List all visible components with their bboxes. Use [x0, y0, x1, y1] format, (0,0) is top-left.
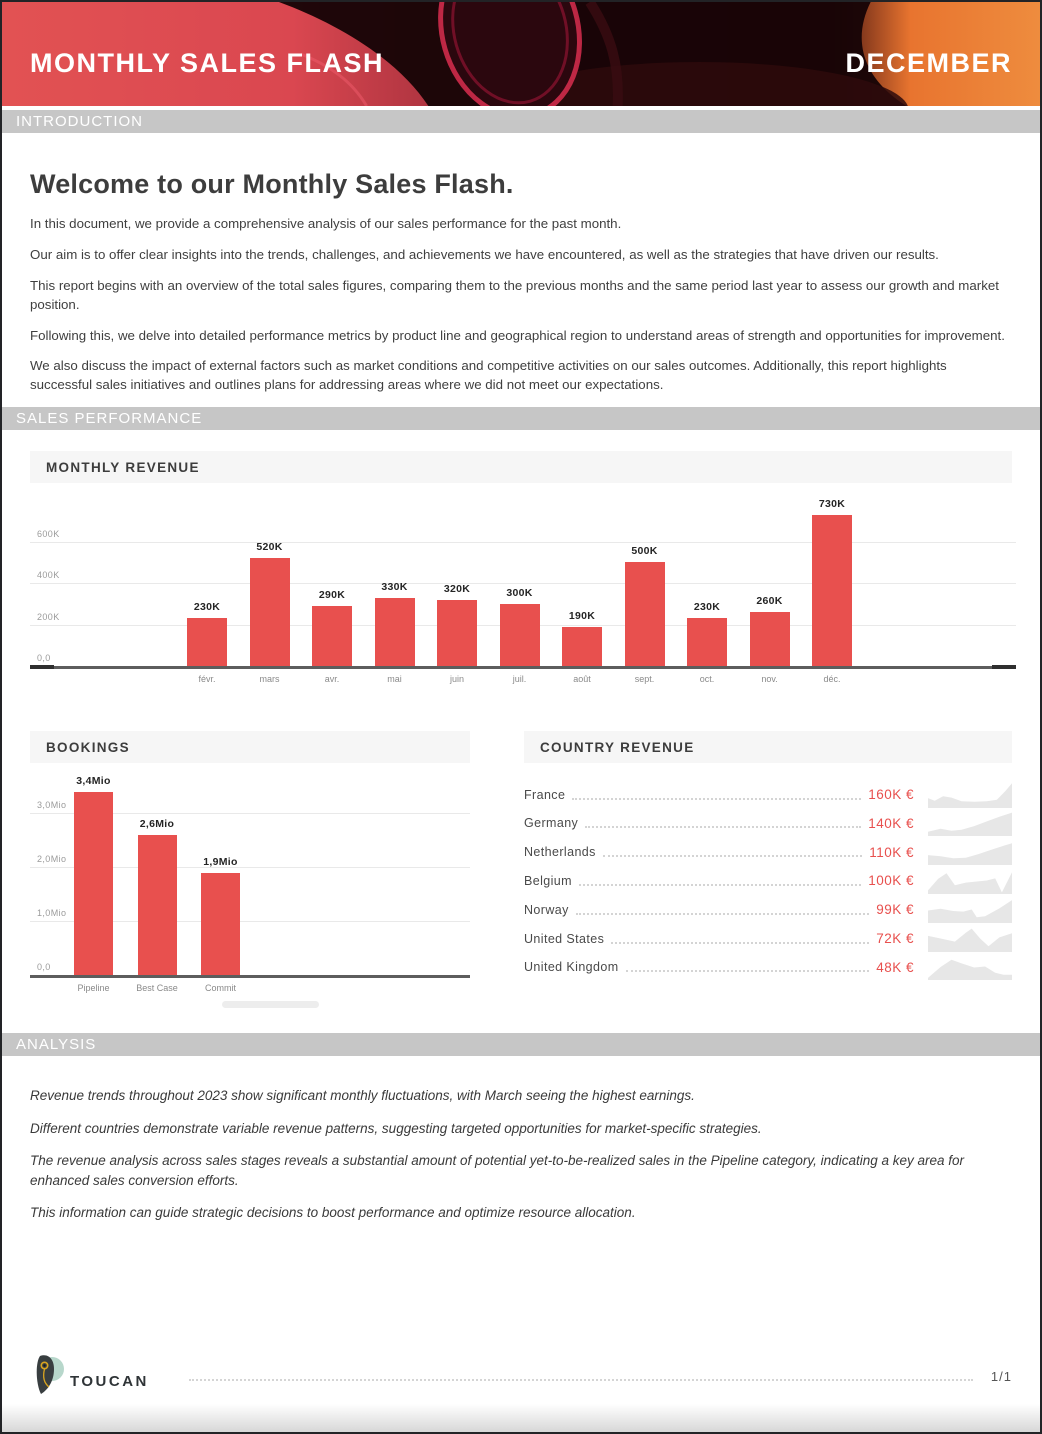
dotted-leader	[585, 826, 861, 828]
gridline	[30, 542, 1016, 543]
revenue-bar	[74, 792, 113, 976]
bar-value-label: 730K	[818, 497, 846, 510]
revenue-bar	[138, 835, 177, 975]
section-header-analysis: ANALYSIS	[2, 1033, 1040, 1056]
country-revenue-value: 160K €	[868, 787, 914, 803]
bookings-card	[30, 731, 470, 1008]
revenue-bar	[250, 558, 290, 666]
country-row	[524, 953, 1012, 982]
bar-value-label: 230K	[193, 601, 221, 614]
x-axis-label: Best Case	[136, 983, 178, 994]
document-title: MONTHLY SALES FLASH	[30, 47, 385, 78]
header-banner	[2, 2, 1040, 106]
country-revenue-value: 100K €	[868, 873, 914, 889]
x-axis-label: févr.	[198, 674, 216, 685]
welcome-heading: Welcome to our Monthly Sales Flash.	[30, 169, 514, 199]
x-axis-label: juin	[449, 674, 465, 685]
revenue-bar	[500, 604, 540, 666]
country-revenue-value: 48K €	[876, 959, 914, 975]
x-axis-label: juil.	[512, 674, 527, 685]
country-revenue-value: 72K €	[876, 931, 914, 946]
bar-value-label: 190K	[568, 609, 596, 622]
bar-value-label: 1,9Mio	[203, 855, 238, 868]
sparkline-chart	[928, 897, 1012, 923]
axis-cap-left	[30, 665, 54, 669]
introduction-section	[2, 169, 1040, 395]
sparkline-svg	[928, 839, 1012, 865]
section-header-introduction: INTRODUCTION	[2, 110, 1040, 133]
y-axis-tick-label: 0,0	[37, 653, 51, 664]
x-axis-label: avr.	[324, 674, 340, 685]
country-name: France	[524, 787, 566, 802]
bar-value-label: 260K	[756, 595, 783, 608]
bookings-bar-chart	[30, 763, 470, 995]
analysis-paragraph: Different countries demonstrate variable revenue patterns, suggesting targeted opportunities for market-specific strategies.	[30, 1120, 762, 1136]
y-axis-tick-label: 3,0Mio	[37, 800, 67, 811]
x-axis-label: sept.	[634, 674, 655, 685]
sparkline-svg	[928, 954, 1012, 980]
revenue-bar	[812, 515, 852, 666]
sparkline-chart	[928, 926, 1012, 952]
dotted-leader	[603, 855, 862, 857]
monthly-revenue-card	[30, 451, 1012, 708]
bar-value-label: 520K	[256, 541, 283, 554]
revenue-bar	[437, 600, 477, 666]
bar-value-label: 230K	[693, 601, 721, 614]
x-axis-label: nov.	[761, 674, 778, 685]
bottom-fade	[2, 1404, 1040, 1432]
country-row	[524, 895, 1012, 924]
intro-paragraph: This report begins with an overview of the total sales figures, comparing them to the previous months and the same period last year to assess our growth and market position.	[30, 277, 999, 312]
analysis-section	[2, 1086, 1040, 1223]
brand-logo	[30, 1354, 149, 1396]
revenue-bar	[375, 598, 415, 666]
report-period: DECEMBER	[845, 47, 1012, 78]
country-revenue-value: 99K €	[876, 902, 914, 918]
x-axis-line	[30, 975, 470, 978]
country-name: Norway	[524, 902, 569, 917]
intro-paragraph: We also discuss the impact of external factors such as market conditions and competitive activities on our sales outcomes. Additionally, this report highlights successful sales initiatives and outlines plans for addressing areas where we did not meet our expectations.	[30, 358, 947, 393]
y-axis-tick-label: 400K	[37, 570, 60, 581]
revenue-bar	[687, 618, 727, 666]
toucan-icon	[30, 1354, 66, 1396]
horizontal-scrollbar[interactable]	[222, 1001, 319, 1008]
country-name: Netherlands	[524, 845, 596, 860]
country-name: Germany	[524, 816, 579, 831]
y-axis-tick-label: 2,0Mio	[37, 854, 67, 865]
revenue-bar	[201, 873, 240, 976]
bar-value-label: 330K	[381, 580, 408, 593]
bar-value-label: 290K	[318, 588, 346, 601]
country-revenue-value: 140K €	[868, 815, 914, 831]
page-number: 1/1	[990, 1368, 1012, 1384]
analysis-paragraph: Revenue trends throughout 2023 show significant monthly fluctuations, with March seeing the highest earnings.	[30, 1088, 695, 1104]
y-axis-tick-label: 1,0Mio	[37, 908, 67, 919]
analysis-paragraph: The revenue analysis across sales stages reveals a substantial amount of potential yet-to-be-realized sales in the Pipeline category, indicating a key area for enhanced sales conversion efforts.	[30, 1153, 965, 1188]
country-row	[524, 924, 1012, 953]
dotted-leader	[626, 970, 870, 972]
sparkline-svg	[928, 782, 1012, 808]
sparkline-chart	[928, 810, 1012, 836]
analysis-paragraphs	[30, 1086, 1012, 1223]
sparkline-svg	[928, 926, 1012, 952]
intro-paragraph: In this document, we provide a comprehensive analysis of our sales performance for the past month.	[30, 216, 622, 231]
x-axis-label: déc.	[823, 674, 841, 685]
introduction-paragraphs	[30, 215, 1012, 395]
country-name: United States	[524, 931, 605, 946]
monthly-revenue-bar-chart	[30, 483, 1016, 708]
intro-paragraph: Our aim is to offer clear insights into the trends, challenges, and achievements we have encountered, as well as the strategies that have driven our results.	[30, 246, 939, 262]
dotted-leader	[611, 942, 869, 944]
country-revenue-title: COUNTRY REVENUE	[524, 731, 1012, 763]
country-row	[524, 867, 1012, 896]
dotted-leader	[576, 913, 869, 915]
sparkline-svg	[928, 868, 1012, 894]
sparkline-svg	[928, 810, 1012, 836]
bar-value-label: 2,6Mio	[139, 817, 175, 830]
sparkline-chart	[928, 839, 1012, 865]
x-axis-line	[30, 666, 1016, 669]
country-name: United Kingdom	[524, 960, 619, 975]
dotted-leader	[572, 798, 861, 800]
revenue-bar	[187, 618, 227, 666]
footer-dotted-line	[189, 1379, 973, 1381]
y-axis-tick-label: 200K	[37, 611, 60, 622]
country-row	[524, 838, 1012, 867]
bar-value-label: 300K	[506, 586, 533, 599]
bar-value-label: 320K	[443, 582, 471, 595]
x-axis-label: mars	[259, 674, 280, 685]
dotted-leader	[579, 884, 861, 886]
country-revenue-list	[524, 763, 1012, 982]
bar-value-label: 500K	[631, 545, 658, 558]
country-row	[524, 809, 1012, 838]
page-footer	[30, 1352, 1012, 1398]
country-name: Belgium	[524, 873, 572, 888]
revenue-bar	[750, 612, 790, 666]
bar-value-label: 3,4Mio	[76, 774, 111, 787]
sparkline-svg	[928, 897, 1012, 923]
intro-paragraph: Following this, we delve into detailed performance metrics by product line and geographical region to understand areas of strength and opportunities for improvement.	[30, 327, 1005, 343]
sparkline-chart	[928, 782, 1012, 808]
sparkline-chart	[928, 954, 1012, 980]
x-axis-label: mai	[387, 674, 402, 685]
axis-cap-right	[992, 665, 1016, 669]
gridline	[30, 583, 1016, 584]
y-axis-tick-label: 0,0	[37, 962, 51, 973]
country-revenue-card	[524, 731, 1012, 1008]
country-revenue-value: 110K €	[869, 844, 914, 860]
revenue-bar	[312, 606, 352, 666]
revenue-bar	[625, 562, 665, 666]
x-axis-label: oct.	[699, 674, 715, 685]
country-row	[524, 780, 1012, 809]
section-header-sales-performance: SALES PERFORMANCE	[2, 407, 1040, 430]
brand-name: TOUCAN	[70, 1373, 149, 1390]
bookings-title: BOOKINGS	[30, 731, 470, 763]
x-axis-label: août	[573, 674, 591, 685]
y-axis-tick-label: 600K	[37, 528, 60, 539]
analysis-paragraph: This information can guide strategic decisions to boost performance and optimize resource allocation.	[30, 1205, 636, 1221]
x-axis-label: Pipeline	[77, 983, 110, 994]
sparkline-chart	[928, 868, 1012, 894]
monthly-revenue-title: MONTHLY REVENUE	[30, 451, 1012, 483]
revenue-bar	[562, 627, 602, 666]
x-axis-label: Commit	[205, 983, 236, 994]
